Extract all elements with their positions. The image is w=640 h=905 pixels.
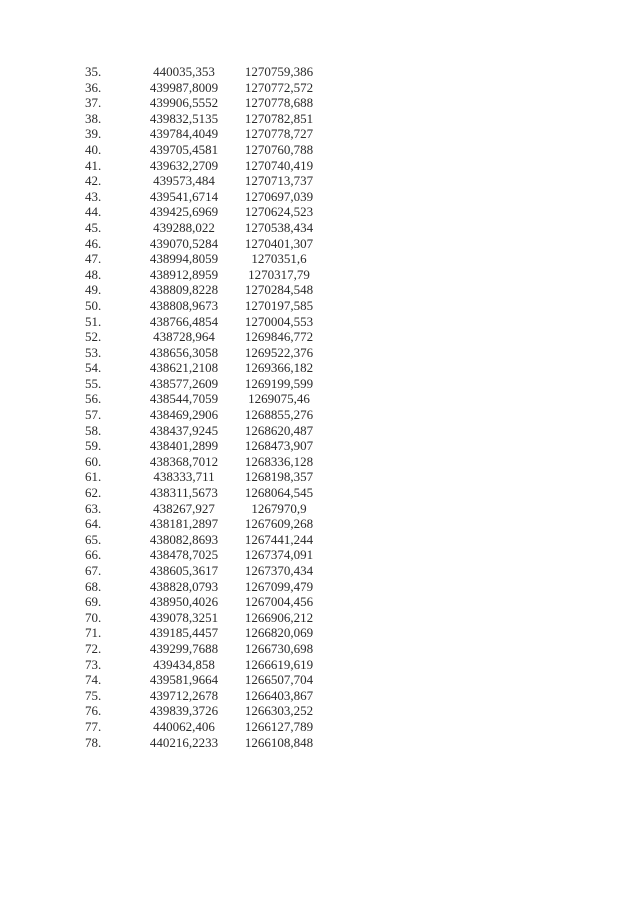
- point-number: 70.: [85, 609, 102, 625]
- x-coordinate: 438577,2609: [149, 375, 219, 391]
- y-coordinate: 1270538,434: [244, 219, 314, 235]
- x-coordinate: 439839,3726: [149, 703, 219, 719]
- y-coordinate: 1266507,704: [244, 672, 314, 688]
- x-coordinate: 438621,2108: [149, 360, 219, 376]
- x-coordinate: 438766,4854: [149, 313, 219, 329]
- y-coordinate: 1268336,128: [244, 453, 314, 469]
- point-number: 41.: [85, 157, 102, 173]
- x-coordinate: 438437,9245: [149, 422, 219, 438]
- x-coordinate: 438478,7025: [149, 547, 219, 563]
- y-coordinate: 1270004,553: [244, 313, 314, 329]
- x-coordinate: 438828,0793: [149, 578, 219, 594]
- point-number: 54.: [85, 360, 102, 376]
- point-number: 74.: [85, 672, 102, 688]
- point-number: 55.: [85, 375, 102, 391]
- point-number: 59.: [85, 438, 102, 454]
- x-coordinate: 438368,7012: [149, 453, 219, 469]
- y-coordinate: 1269846,772: [244, 329, 314, 345]
- x-coordinate: 438311,5673: [150, 485, 218, 501]
- x-coordinate: 439299,7688: [149, 640, 219, 656]
- x-coordinate: 439987,8009: [149, 79, 219, 95]
- point-number: 75.: [85, 687, 102, 703]
- y-coordinate: 1266820,069: [244, 625, 314, 641]
- y-coordinate: 1270317,79: [248, 266, 310, 282]
- y-coordinate: 1268620,487: [244, 422, 314, 438]
- point-number: 71.: [85, 625, 102, 641]
- x-coordinate: 440062,406: [153, 718, 215, 734]
- y-coordinate: 1270697,039: [244, 188, 314, 204]
- point-number: 49.: [85, 282, 102, 298]
- y-coordinate: 1269199,599: [244, 375, 314, 391]
- point-number: 46.: [85, 235, 102, 251]
- point-number: 63.: [85, 500, 102, 516]
- x-coordinate: 439906,5552: [149, 95, 219, 111]
- x-coordinate: 438544,7059: [149, 391, 219, 407]
- y-coordinate: 1268473,907: [244, 438, 314, 454]
- y-coordinate: 1270197,585: [244, 297, 314, 313]
- x-coordinate: 438267,927: [153, 500, 215, 516]
- y-coordinate: 1269366,182: [244, 360, 314, 376]
- y-coordinate: 1270401,307: [244, 235, 314, 251]
- x-coordinate: 438656,3058: [149, 344, 219, 360]
- y-coordinate: 1270759,386: [244, 64, 314, 79]
- y-coordinate: 1270624,523: [244, 204, 314, 220]
- y-coordinate: 1269522,376: [244, 344, 314, 360]
- point-number: 73.: [85, 656, 102, 672]
- point-number: 52.: [85, 329, 102, 345]
- x-coordinate: 439425,6969: [149, 204, 219, 220]
- x-coordinate: 439581,9664: [149, 672, 219, 688]
- point-number: 40.: [85, 141, 102, 157]
- x-coordinate: 440216,2233: [149, 734, 219, 750]
- x-coordinate: 439712,2678: [149, 687, 219, 703]
- point-number: 69.: [85, 594, 102, 610]
- point-number: 42.: [85, 173, 102, 189]
- point-number: 58.: [85, 422, 102, 438]
- x-coordinate: 438082,8693: [149, 531, 219, 547]
- x-coordinate: 438808,9673: [149, 297, 219, 313]
- x-coordinate: 439632,2709: [149, 157, 219, 173]
- point-number: 65.: [85, 531, 102, 547]
- point-number: 66.: [85, 547, 102, 563]
- y-coordinate: 1270778,727: [244, 126, 314, 142]
- point-number: 68.: [85, 578, 102, 594]
- point-number: 77.: [85, 718, 102, 734]
- point-number: 50.: [85, 297, 102, 313]
- x-coordinate: 438912,8959: [149, 266, 219, 282]
- point-number: 72.: [85, 640, 102, 656]
- x-coordinate: 440035,353: [153, 64, 215, 79]
- y-coordinate: 1266403,867: [244, 687, 314, 703]
- y-coordinate: 1270772,572: [244, 79, 314, 95]
- y-coordinate: 1267370,434: [244, 563, 314, 578]
- y-coordinate: 1266303,252: [244, 703, 314, 719]
- y-coordinate: 1268064,545: [244, 485, 314, 501]
- x-coordinate: 439832,5135: [149, 110, 219, 126]
- y-coordinate: 1266619,619: [244, 656, 314, 672]
- y-coordinate: 1267970,9: [251, 500, 307, 516]
- y-coordinate: 1270740,419: [244, 157, 314, 173]
- x-coordinate: 439434,858: [153, 656, 215, 672]
- point-number: 67.: [85, 563, 102, 578]
- x-coordinate: 438994,8059: [149, 251, 219, 267]
- point-number: 36.: [85, 79, 102, 95]
- x-coordinate: 439288,022: [153, 219, 215, 235]
- x-coordinate: 438333,711: [153, 469, 215, 485]
- point-number: 48.: [85, 266, 102, 282]
- y-coordinate: 1267374,091: [244, 547, 314, 563]
- point-number: 78.: [85, 734, 102, 750]
- y-coordinate: 1267004,456: [244, 594, 314, 610]
- point-number: 62.: [85, 485, 102, 501]
- y-coordinate: 1267099,479: [244, 578, 314, 594]
- point-number: 51.: [85, 313, 102, 329]
- point-number: 35.: [85, 64, 102, 79]
- y-coordinate: 1270351,6: [251, 251, 307, 267]
- point-number: 57.: [85, 407, 102, 423]
- point-number: 43.: [85, 188, 102, 204]
- point-number: 44.: [85, 204, 102, 220]
- point-number: 37.: [85, 95, 102, 111]
- x-coordinate: 439185,4457: [149, 625, 219, 641]
- x-coordinate: 439573,484: [153, 173, 215, 189]
- y-coordinate: 1268198,357: [244, 469, 314, 485]
- x-coordinate: 438605,3617: [149, 563, 219, 578]
- y-coordinate: 1270760,788: [244, 141, 314, 157]
- x-coordinate: 438809,8228: [149, 282, 219, 298]
- y-coordinate: 1266127,789: [244, 718, 314, 734]
- x-coordinate: 439784,4049: [149, 126, 219, 142]
- y-coordinate: 1269075,46: [248, 391, 310, 407]
- point-number: 56.: [85, 391, 102, 407]
- x-coordinate: 438469,2906: [149, 407, 219, 423]
- y-coordinate: 1270713,737: [244, 173, 314, 189]
- point-number: 39.: [85, 126, 102, 142]
- point-number: 64.: [85, 516, 102, 532]
- y-coordinate: 1270284,548: [244, 282, 314, 298]
- x-coordinate: 439705,4581: [149, 141, 219, 157]
- y-coordinate: 1266108,848: [244, 734, 314, 750]
- x-coordinate: 438728,964: [153, 329, 215, 345]
- y-coordinate: 1270778,688: [244, 95, 314, 111]
- y-coordinate: 1267609,268: [244, 516, 314, 532]
- x-coordinate: 439541,6714: [149, 188, 219, 204]
- x-coordinate: 439078,3251: [149, 609, 219, 625]
- x-coordinate: 438950,4026: [149, 594, 219, 610]
- point-number: 53.: [85, 344, 102, 360]
- x-coordinate: 438401,2899: [149, 438, 219, 454]
- y-coordinate: 1266730,698: [244, 640, 314, 656]
- point-number: 47.: [85, 251, 102, 267]
- point-number: 38.: [85, 110, 102, 126]
- point-number: 60.: [85, 453, 102, 469]
- x-coordinate: 439070,5284: [149, 235, 219, 251]
- y-coordinate: 1270782,851: [244, 110, 314, 126]
- y-coordinate: 1266906,212: [244, 609, 314, 625]
- point-number: 76.: [85, 703, 102, 719]
- y-coordinate: 1268855,276: [244, 407, 314, 423]
- point-number: 61.: [85, 469, 102, 485]
- y-coordinate: 1267441,244: [244, 531, 314, 547]
- point-number: 45.: [85, 219, 102, 235]
- x-coordinate: 438181,2897: [149, 516, 219, 532]
